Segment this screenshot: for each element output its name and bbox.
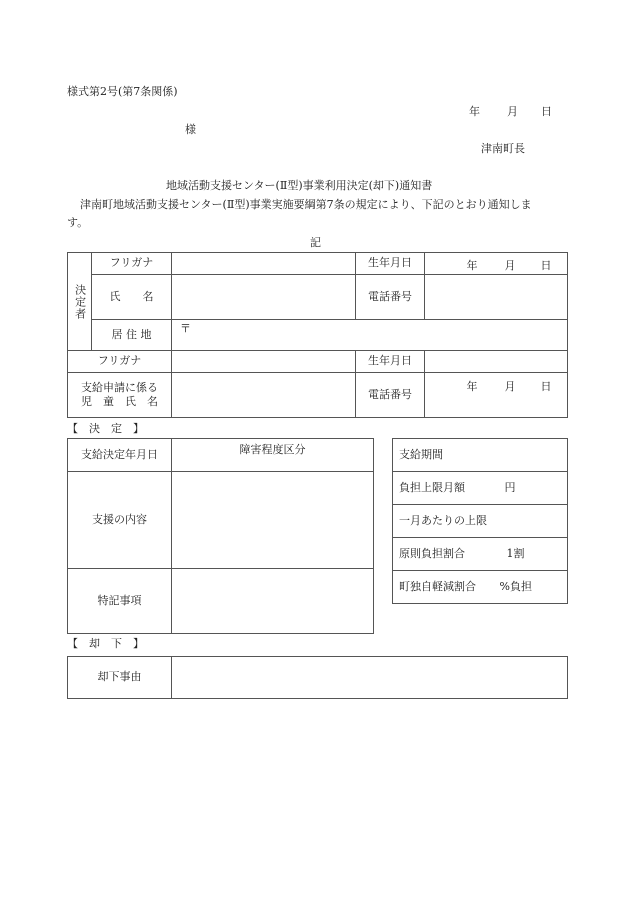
child-birth-day-label: 日	[540, 379, 552, 393]
address-label: 居 住 地	[92, 320, 172, 351]
phone-field[interactable]	[425, 275, 568, 320]
rejection-reason-field[interactable]	[172, 657, 568, 699]
decision-table	[67, 438, 374, 634]
phone-label: 電話番号	[356, 275, 425, 320]
decider-group-cell	[68, 253, 92, 351]
disability-category-label: 障害程度区分	[172, 439, 374, 472]
decision-heading: 【 決 定 】	[67, 422, 144, 435]
burden-ratio-label: 原則負担割合	[399, 546, 465, 560]
name-field[interactable]	[172, 275, 356, 320]
child-furigana-label: フリガナ	[68, 351, 172, 373]
address-field[interactable]	[172, 320, 568, 351]
postal-mark: 〒	[180, 322, 191, 335]
rejection-reason-label: 却下事由	[68, 657, 172, 699]
town-ratio-label: 町独自軽減割合	[399, 579, 476, 593]
furigana-field[interactable]	[172, 253, 356, 275]
child-name-label-line1: 支給申請に係る	[81, 380, 158, 394]
special-notes-field[interactable]	[172, 569, 374, 634]
burden-ratio-cell	[393, 538, 568, 571]
monthly-limit-label: 一月あたりの上限	[393, 505, 568, 538]
rejection-table	[67, 656, 568, 699]
child-name-field[interactable]	[172, 373, 356, 418]
form-number: 様式第2号(第7条関係)	[67, 85, 178, 98]
decider-group-label: 決定者	[73, 283, 87, 320]
child-phone-label: 電話番号	[356, 373, 425, 418]
burden-ratio-value: 1割	[506, 546, 525, 560]
issuer-name: 津南町長	[481, 142, 525, 155]
percent-burden-label: %負担	[499, 579, 532, 593]
payment-table	[392, 438, 568, 604]
body-text-line2: す。	[67, 216, 89, 229]
support-content-field[interactable]	[172, 472, 374, 569]
ki-label: 記	[310, 236, 321, 249]
support-content-label: 支援の内容	[68, 472, 172, 569]
date-day-label: 日	[541, 105, 552, 118]
birth-year-label: 年	[466, 258, 478, 272]
body-text-line1: 津南町地域活動支援センター(Ⅱ型)事業実施要綱第7条の規定により、下記のとおり通知しま	[80, 198, 532, 211]
child-birth-year-label: 年	[466, 379, 478, 393]
child-birthdate-label: 生年月日	[356, 351, 425, 373]
name-label: 氏 名	[92, 275, 172, 320]
date-year-label: 年	[469, 105, 480, 118]
furigana-label: フリガナ	[92, 253, 172, 275]
date-month-label: 月	[507, 105, 518, 118]
child-birth-month-label: 月	[504, 379, 516, 393]
town-ratio-cell	[393, 571, 568, 604]
period-label: 支給期間	[393, 439, 568, 472]
birth-month-label: 月	[504, 258, 516, 272]
child-name-label-cell	[68, 373, 172, 418]
yen-label: 円	[504, 480, 516, 494]
child-furigana-field[interactable]	[172, 351, 356, 373]
child-birthdate-field[interactable]	[425, 351, 568, 393]
decider-table	[67, 252, 568, 418]
recipient-suffix: 様	[185, 123, 196, 136]
birth-day-label: 日	[540, 258, 552, 272]
child-name-label-line2: 児 童 氏 名	[81, 395, 158, 408]
special-notes-label: 特記事項	[68, 569, 172, 634]
burden-limit-cell	[393, 472, 568, 505]
birthdate-field[interactable]	[425, 253, 568, 275]
birthdate-label: 生年月日	[356, 253, 425, 275]
decision-date-label: 支給決定年月日	[68, 439, 172, 472]
burden-limit-label: 負担上限月額	[399, 480, 465, 494]
document-title: 地域活動支援センター(Ⅱ型)事業利用決定(却下)通知書	[166, 179, 433, 192]
rejection-heading: 【 却 下 】	[67, 637, 144, 650]
